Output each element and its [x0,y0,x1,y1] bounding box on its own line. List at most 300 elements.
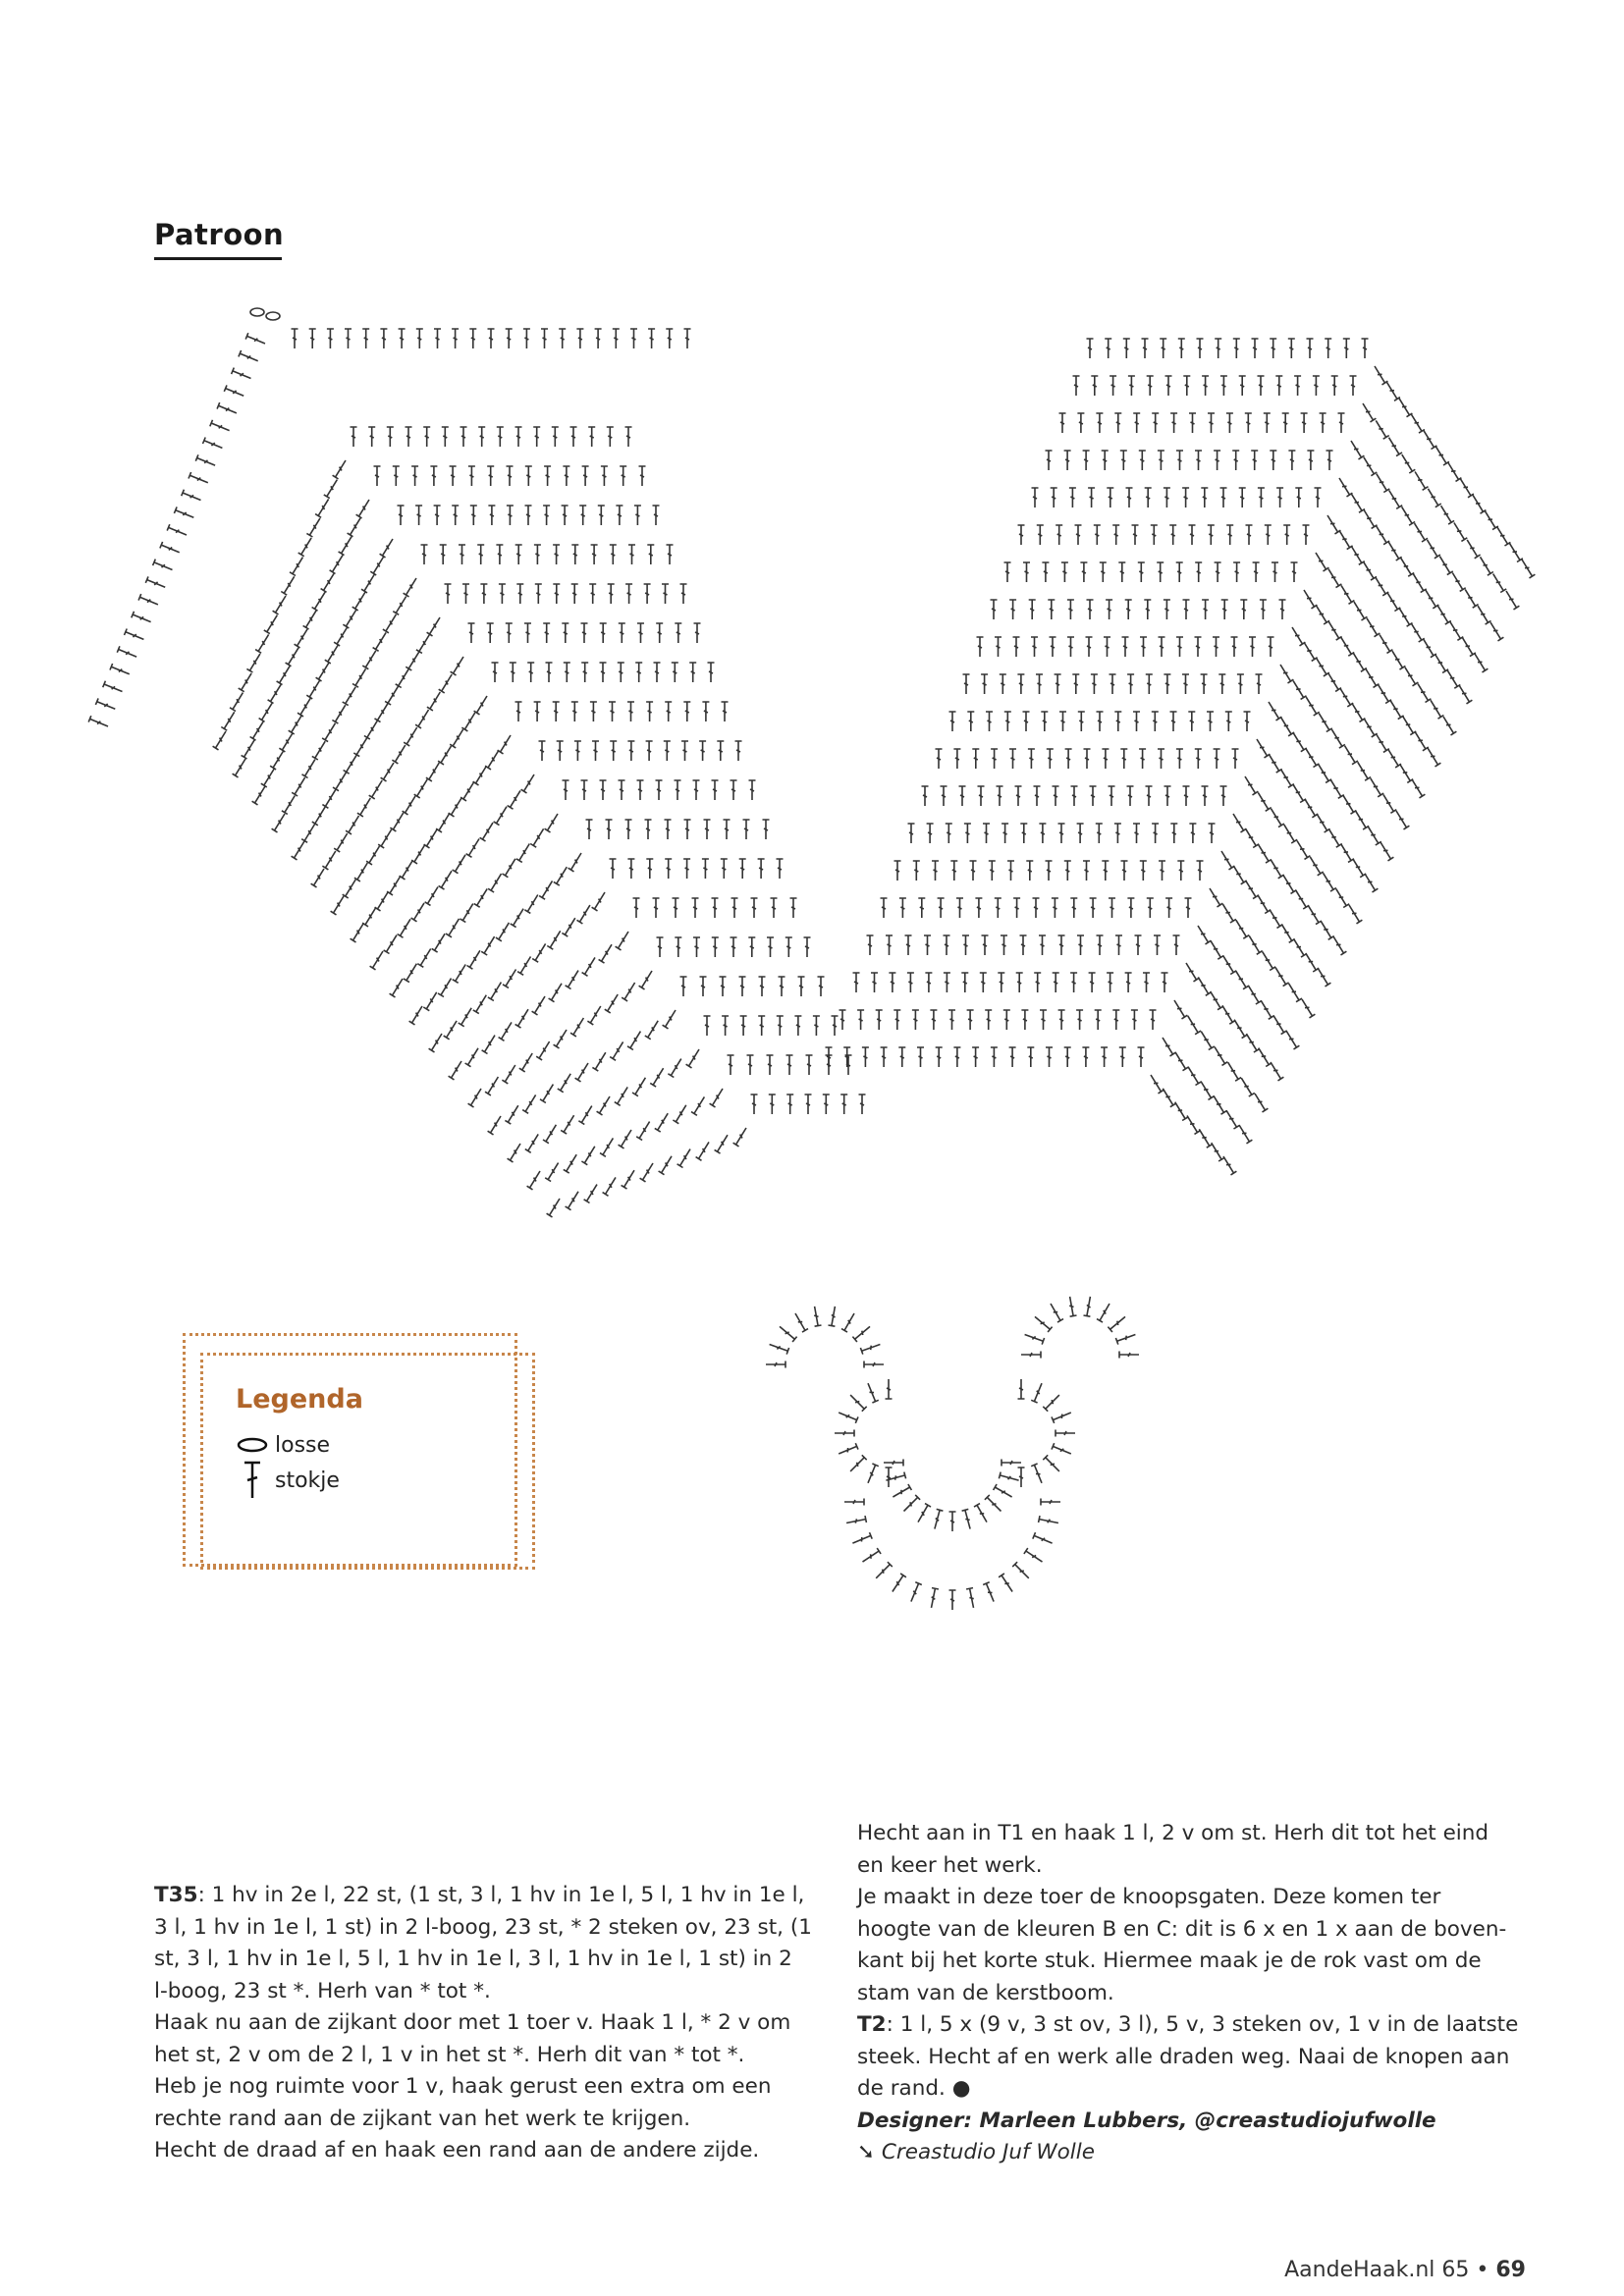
stitch-mark [1331,729,1345,748]
stitch-mark [533,427,540,447]
stitch-mark [863,1548,882,1562]
stitch-mark [1127,898,1134,918]
stitch-mark [503,859,515,878]
stitch-mark [1450,622,1463,641]
stitch-mark [710,1089,723,1107]
instruction-paragraph: Je maakt in deze toer de knoopsgaten. Deze komen ter hoogte van de kleuren B en C: dit is 6 x en 1 x aan de boven-kant bij het korte stuk. Hiermee maak je de rok vast om de stam van de kerstboom. [857,1885,1507,2005]
stitch-mark [983,1582,994,1602]
stitch-mark [1339,478,1352,497]
stitch-mark [558,1074,570,1093]
stitch-mark [1319,765,1331,783]
stitch-mark [536,1041,549,1060]
stitch-mark [525,466,532,486]
stitch-mark [645,1021,658,1040]
legend-title: Legenda [236,1384,363,1415]
stitch-mark [1220,488,1227,507]
stitch-mark [1114,824,1121,843]
stitch-mark [1041,712,1048,731]
stitch-mark [675,780,681,800]
stitch-mark [1159,861,1165,881]
stitch-mark [601,466,608,486]
stitch-mark [702,859,709,879]
stitch-mark [999,1472,1018,1481]
stitch-mark [966,1588,974,1608]
stitch-mark [1175,1102,1188,1121]
stitch-mark [843,1047,850,1067]
stitch-mark [1448,463,1461,482]
stitch-mark [731,898,738,918]
stitch-mark [857,1010,864,1030]
stitch-mark [1084,1297,1091,1316]
stitch-mark [673,1105,685,1124]
stitch-mark [1078,712,1085,731]
stitch-mark [1043,1455,1059,1471]
stitch-mark [1364,510,1377,529]
stitch-mark [1307,451,1314,470]
stitch-mark [516,584,523,604]
stitch-mark [853,973,860,992]
stitch-mark [1120,749,1127,769]
stitch-mark [653,506,660,525]
stitch-mark [1020,935,1027,955]
stitch-mark [1309,906,1322,925]
stitch-mark [1183,786,1190,806]
stitch-mark [1151,525,1158,545]
stitch-mark [893,1574,906,1592]
stitch-mark [232,368,251,379]
stitch-mark [343,880,356,898]
stitch-mark [826,1047,833,1067]
stitch-mark [459,1008,472,1027]
stitch-mark [1013,898,1020,918]
stitch-mark [189,472,208,483]
stitch-mark [1490,622,1503,641]
page-footer [1284,2258,1526,2282]
stitch-mark [944,935,950,955]
stitch-mark [1164,600,1170,619]
stitch-mark [487,466,494,486]
stitch-mark [543,506,550,525]
stitch-mark [1328,828,1342,847]
stitch-mark [1294,938,1307,957]
stitch-mark [841,1313,854,1332]
stitch-mark [292,329,298,348]
stitch-mark [1151,1075,1164,1094]
stitch-mark [561,1115,573,1134]
instruction-paragraph: Heb je nog ruimte voor 1 v, haak gerust een extra om een rechte rand aan de zijkant van het werk te krijgen. [154,2074,772,2131]
stitch-mark [330,556,343,574]
stitch-mark [1258,895,1271,914]
stitch-mark [1363,403,1376,422]
stitch-mark [547,1199,560,1217]
stitch-mark [704,820,711,839]
stitch-mark [264,615,278,634]
stitch-mark [440,545,447,564]
stitch-mark [1443,717,1456,735]
stitch-mark [1366,669,1379,688]
stitch-mark [739,859,746,879]
stitch-mark [1233,339,1240,358]
stitch-mark [1218,674,1225,694]
stitch-mark [322,723,335,742]
stitch-mark [635,663,642,682]
stitch-mark [343,687,356,706]
stitch-mark [1328,621,1341,640]
stitch-mark [657,937,664,957]
stitch-mark [978,786,985,806]
stitch-mark [1214,749,1220,769]
stitch-mark [442,427,449,447]
stitch-mark [759,977,766,996]
stitch-mark [485,1077,498,1095]
stitch-mark [1039,935,1046,955]
stitch-mark [722,702,729,721]
stitch-mark [1202,600,1209,619]
stitch-mark [1389,438,1403,456]
stitch-mark [1201,1032,1215,1050]
stitch-mark [1025,1335,1045,1345]
stitch-mark [1392,651,1405,669]
row-label-t2: T2 [857,2012,887,2037]
stitch-mark [1050,637,1056,657]
stitch-mark [1291,562,1298,582]
stitch-mark [1324,873,1336,891]
stitch-mark [1459,685,1472,704]
instruction-paragraph: Hecht de draad af en haak een rand aan de andere zijde. [154,2138,760,2163]
stitch-mark [1316,658,1328,676]
stitch-mark [535,584,542,604]
stitch-mark [378,829,392,848]
stitch-mark [1065,749,1072,769]
stitch-mark [1246,1034,1260,1052]
stitch-mark [1108,1316,1125,1332]
stitch-mark [1189,824,1196,843]
stitch-mark [1226,413,1233,433]
stitch-mark [1110,376,1116,396]
stitch-mark [1282,413,1289,433]
stitch-mark [1182,488,1189,507]
stitch-mark [600,623,607,643]
stitch-mark [421,545,428,564]
stitch-mark [607,427,614,447]
stitch-mark [1064,1047,1071,1067]
stitch-mark [344,755,357,774]
stitch-mark [562,506,568,525]
stitch-mark [1400,765,1413,783]
stitch-mark [1399,399,1412,417]
stitch-mark [1402,454,1416,473]
stitch-mark [731,780,737,800]
stitch-mark [1051,488,1057,507]
stitch-mark [1034,786,1041,806]
stitch-mark [932,1588,939,1608]
stitch-mark [1447,669,1461,688]
stitch-mark [904,1495,921,1512]
stitch-mark [606,820,613,839]
stitch-mark [1236,971,1249,989]
stitch-mark [846,1516,866,1523]
stitch-mark [636,1122,649,1141]
stitch-mark [804,937,811,957]
stitch-mark [311,869,324,887]
stitch-mark [497,427,504,447]
stitch-mark [357,798,370,817]
stitch-mark [1435,655,1449,673]
stitch-mark [545,814,558,832]
stitch-mark [1169,525,1176,545]
stitch-mark [312,807,325,826]
stitch-mark [373,632,387,651]
stitch-mark [1042,562,1049,582]
stitch-mark [1371,778,1383,797]
stitch-mark [881,1047,888,1067]
stitch-mark [576,329,583,348]
stitch-mark [515,545,522,564]
stitch-mark [406,652,419,670]
stitch-mark [411,845,424,864]
stitch-mark [1069,488,1076,507]
stitch-mark [1249,637,1256,657]
stitch-mark [438,746,451,765]
stitch-mark [1059,413,1066,433]
stitch-mark [675,937,681,957]
stitch-mark [805,1095,812,1114]
stitch-mark [1441,506,1455,524]
stitch-mark [415,710,428,728]
stitch-mark [1088,488,1095,507]
stitch-mark [1211,940,1223,959]
stitch-mark [439,871,452,889]
stitch-mark [893,1484,911,1497]
stitch-mark [589,584,596,604]
stitch-mark [1027,1047,1034,1067]
chain-mark [250,308,264,316]
stitch-mark [665,859,672,879]
stitch-mark [1143,973,1150,992]
stitch-mark [539,741,546,761]
stitch-mark [1121,861,1128,881]
stitch-mark [1279,600,1286,619]
stitch-mark [944,973,950,992]
footer-bullet: • [1476,2258,1489,2282]
stitch-mark [488,983,502,1001]
stitch-mark [1115,935,1122,955]
stitch-mark [639,466,646,486]
stitch-mark [392,745,405,764]
stitch-mark [780,1326,797,1342]
stitch-mark [702,702,709,721]
stitch-mark [1055,674,1061,694]
stitch-mark [1304,643,1317,662]
stitch-mark [516,844,530,863]
stitch-mark [584,1185,597,1203]
stitch-mark [517,957,530,976]
stitch-mark [1281,718,1294,736]
stitch-mark [907,973,914,992]
stitch-mark [1059,712,1066,731]
stitch-mark [894,861,901,881]
stitch-mark [722,1016,729,1036]
stitch-mark [445,584,452,604]
stitch-mark [581,780,588,800]
stitch-mark [1165,898,1172,918]
stitch-mark [1004,712,1011,731]
stitch-mark [506,623,513,643]
stitch-mark [640,1163,653,1182]
stitch-mark [839,1010,846,1030]
stitch-mark [1236,920,1249,938]
stitch-mark [1377,474,1390,493]
stitch-mark [503,970,516,988]
stitch-mark [1102,861,1109,881]
stitch-mark [1380,635,1392,654]
stitch-mark [625,584,632,604]
stitch-mark [1159,637,1165,657]
stitch-mark [1144,600,1151,619]
stitch-mark [1018,1468,1025,1487]
stitch-mark [616,932,628,950]
stitch-mark [404,727,417,746]
stitch-mark [582,466,589,486]
stitch-mark [1331,376,1338,396]
stitch-mark [712,780,719,800]
stitch-mark [281,576,294,595]
stitch-mark [1039,824,1046,843]
stitch-mark [1000,674,1006,694]
stitch-mark [758,859,765,879]
stitch-mark [505,1105,517,1124]
stitch-mark [564,663,570,682]
stitch-mark [487,623,494,643]
stitch-mark [387,427,394,447]
stitch-mark [1280,665,1293,683]
stitch-mark [1253,562,1260,582]
stitch-mark [633,898,640,918]
stitch-mark [1281,924,1294,942]
stitch-mark [570,1018,583,1037]
stitch-mark [844,1499,864,1506]
stitch-mark [1375,366,1387,385]
stitch-mark [961,973,968,992]
stitch-mark [239,673,251,692]
stitch-mark [404,578,416,597]
stitch-mark [1368,827,1381,845]
stitch-mark [970,861,977,881]
stitch-mark [380,329,387,348]
stitch-mark [1164,786,1171,806]
stitch-mark [1201,488,1208,507]
stitch-mark [1251,451,1258,470]
stitch-mark [385,686,398,705]
stitch-mark [1345,746,1358,765]
stitch-mark [656,780,663,800]
stitch-mark [1270,339,1276,358]
stitch-mark [1343,795,1356,814]
stitch-mark [949,1590,956,1610]
stitch-mark [1237,674,1244,694]
stitch-mark [720,977,727,996]
stitch-mark [1138,1047,1145,1067]
stitch-mark [650,1068,663,1087]
stitch-mark [627,741,634,761]
stitch-mark [488,506,495,525]
stitch-mark [559,329,566,348]
stitch-mark [986,712,993,731]
stitch-mark [138,594,158,605]
stitch-mark [375,892,388,911]
stitch-mark [1259,1048,1272,1067]
stitch-mark [1082,1047,1089,1067]
stitch-mark [1170,413,1177,433]
stitch-mark [1070,898,1077,918]
stitch-mark [1288,451,1295,470]
stitch-mark [1152,712,1159,731]
stitch-mark [524,623,531,643]
stitch-mark [1272,809,1284,828]
stitch-mark [1041,1499,1060,1506]
stitch-mark [724,820,731,839]
stitch-mark [1043,1395,1059,1412]
stitch-mark [871,973,878,992]
stitch-mark [835,1430,854,1437]
stitch-mark [1295,488,1302,507]
stitch-mark [1127,786,1134,806]
stitch-mark [1343,339,1350,358]
stitch-mark [577,905,590,924]
instructions-right-column [857,1818,1520,2169]
stitch-mark [1350,376,1357,396]
stitch-mark [1018,1379,1025,1399]
stitch-mark [620,466,626,486]
stitch-mark [1248,986,1262,1004]
stitch-mark [628,545,635,564]
stitch-mark [1265,525,1272,545]
stitch-mark [384,935,397,954]
stitch-mark [432,934,445,952]
stitch-mark [343,610,356,628]
stitch-mark [634,506,641,525]
stitch-mark [575,1063,588,1082]
stitch-mark [647,545,654,564]
stitch-mark [619,780,625,800]
stitch-mark [770,1345,789,1355]
stitch-mark [659,1156,672,1175]
stitch-mark [735,741,742,761]
stitch-mark [1110,674,1116,694]
stitch-mark [785,937,792,957]
stitch-mark [1133,712,1140,731]
stitch-mark [331,896,344,915]
stitch-mark [922,786,929,806]
stitch-mark [515,1009,528,1028]
stitch-mark [356,500,369,518]
stitch-mark [302,760,315,778]
stitch-mark [571,702,578,721]
stitch-mark [450,466,457,486]
stitch-mark [1367,618,1380,637]
stitch-mark [470,506,477,525]
stitch-mark [1292,627,1305,646]
stitch-mark [677,1149,690,1168]
stitch-mark [595,329,602,348]
stitch-mark [1424,431,1436,450]
stitch-mark [462,584,469,604]
stitch-mark [103,681,123,692]
stitch-mark [1222,1005,1235,1024]
stitch-mark [1364,561,1378,580]
stitch-mark [270,751,284,770]
stitch-mark [474,888,488,907]
